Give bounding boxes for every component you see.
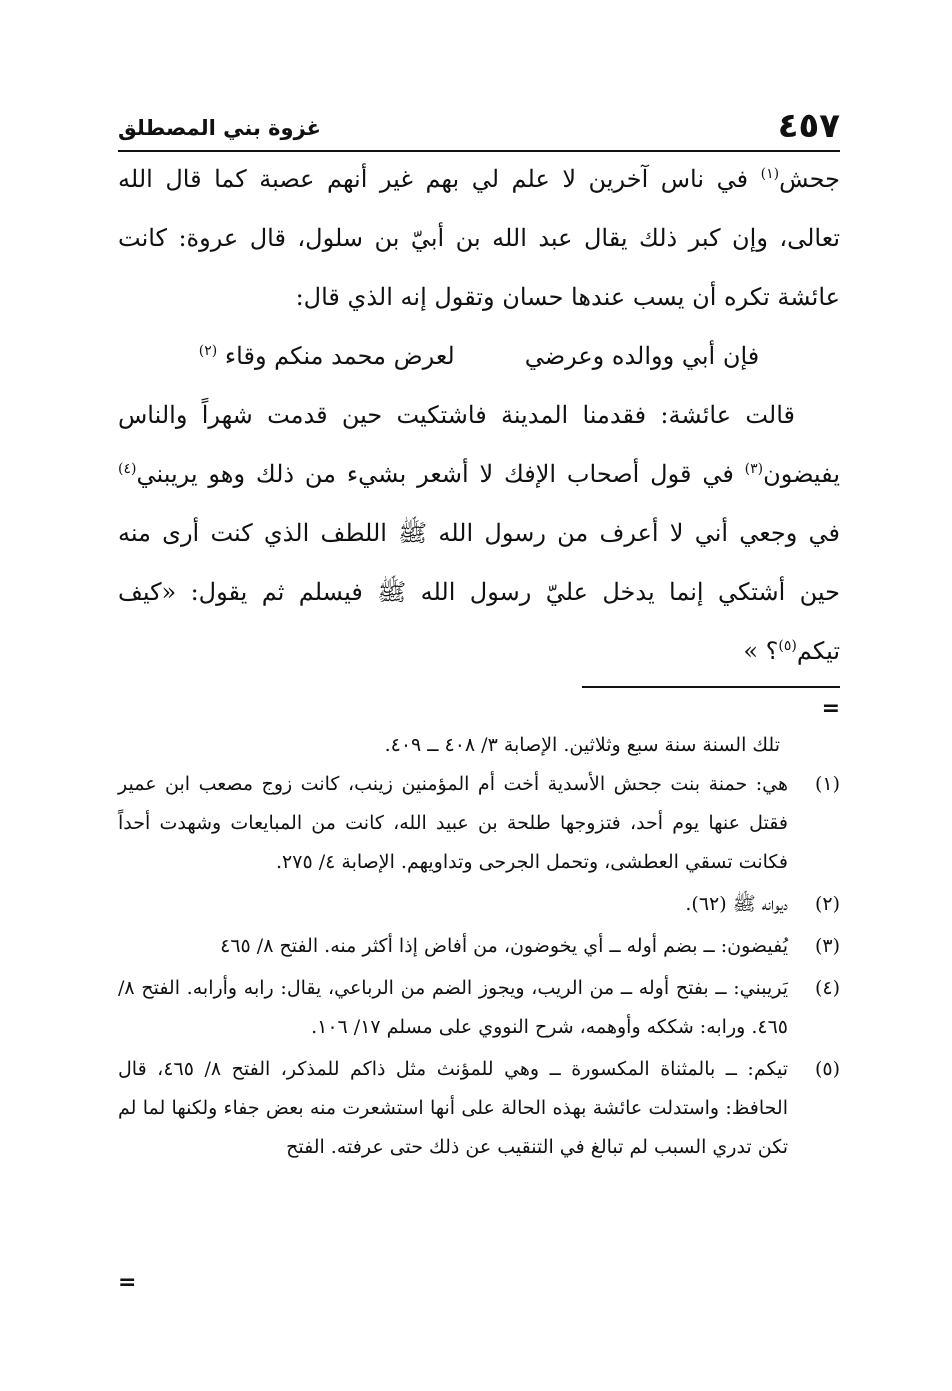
paragraph-2-text-d: ؟ » (743, 637, 779, 665)
footnote-number: (١) (814, 773, 840, 795)
footnote-1 (118, 765, 840, 882)
footnote-2 (118, 885, 840, 924)
main-text (118, 150, 840, 681)
verse-second-hemistich (199, 327, 455, 386)
paragraph-2 (118, 386, 840, 681)
footnote-number: (٢) (814, 893, 840, 915)
verse-second-hemistich-text: لعرض محمد منكم وقاء (224, 342, 455, 370)
paragraph-1-text-a: جحش (779, 165, 840, 193)
footnote-5 (118, 1050, 840, 1167)
poetry-verse (118, 327, 840, 386)
footnote-ref-2: (٢) (198, 343, 218, 359)
footnote-ref-1: (١) (760, 166, 780, 182)
footnote-text: ديوانه ﷺ (٦٢). (685, 893, 788, 915)
paragraph-1 (118, 150, 840, 327)
footnote-number: (٣) (814, 935, 840, 957)
footnote-separator (582, 686, 840, 688)
footnote-3 (118, 927, 840, 966)
page-number: ٤٥٧ (777, 106, 840, 146)
footnote-ref-3: (٣) (744, 461, 764, 477)
continuation-mark-top: = (821, 696, 840, 721)
page-header (118, 104, 840, 152)
footnote-ref-4: (٤) (118, 461, 137, 477)
footnote-text: تيكم: ــ بالمثناة المكسورة ــ وهي للمؤنث مثل ذاكم للمذكر، الفتح ٨/ ٤٦٥، قال الحافظ: واستدلت عائشة بهذه الحالة على أنها استشعرت منه بعض جفاء ولكنها لما لم تكن تدري السبب لم تبالغ في التنقيب عن ذلك حتى عرفته. الفتح (118, 1058, 788, 1158)
paragraph-2-text-b: في قول أصحاب الإفك لا أشعر بشيء من ذلك وهو يريبني (136, 460, 745, 488)
paragraph-2-text-a: قالت عائشة: فقدمنا المدينة فاشتكيت حين قدمت شهراً والناس يفيضون (118, 401, 840, 488)
footnote-number: (٥) (814, 1058, 840, 1080)
paragraph-1-text-b: في ناس آخرين لا علم لي بهم غير أنهم عصبة كما قال الله تعالى، وإن كبر ذلك يقال عبد الله بن أبيّ بن سلول، قال عروة: كانت عائشة تكره أن يسب عندها حسان وتقول إنه الذي قال: (118, 165, 840, 311)
verse-first-hemistich: فإن أبي ووالده وعرضي (524, 342, 760, 370)
paragraph-2-text-c: في وجعي أني لا أعرف من رسول الله ﷺ اللطف الذي كنت أرى منه حين أشتكي إنما يدخل عليّ رسول الله ﷺ فيسلم ثم يقول: «كيف تيكم (118, 519, 840, 665)
continuation-mark-bottom: = (118, 1270, 137, 1295)
footnote-text: يُفيضون: ــ بضم أوله ــ أي يخوضون، من أفاض إذا أكثر منه. الفتح ٨/ ٤٦٥ (220, 935, 788, 957)
chapter-title: غزوة بني المصطلق (118, 116, 321, 140)
footnote-number: (٤) (814, 977, 840, 999)
footnote-text: يَريبني: ــ بفتح أوله ــ من الريب، ويجوز الضم من الرباعي، يقال: رابه وأرابه. الفتح ٨/ ٤٦٥. ورابه: شككه وأوهمه، شرح النووي على مسلم ١٧/ ١٠٦. (118, 977, 789, 1038)
footnote-ref-5: (٥) (778, 638, 797, 654)
footnote-text: هي: حمنة بنت جحش الأسدية أخت أم المؤمنين زينب، كانت زوج مصعب ابن عمير فقتل عنها يوم أحد، فتزوجها طلحة بن عبيد الله، كانت من المبايعات وشهدت أحداً فكانت تسقي العطشى، وتحمل الجرحى وتداويهم. الإصابة ٤/ ٢٧٥. (118, 773, 788, 873)
footnote-continued: تلك السنة سنة سبع وثلاثين. الإصابة ٣/ ٤٠٨ ــ ٤٠٩. (384, 734, 780, 756)
footnote-4 (118, 969, 840, 1047)
footnotes (118, 726, 840, 1170)
